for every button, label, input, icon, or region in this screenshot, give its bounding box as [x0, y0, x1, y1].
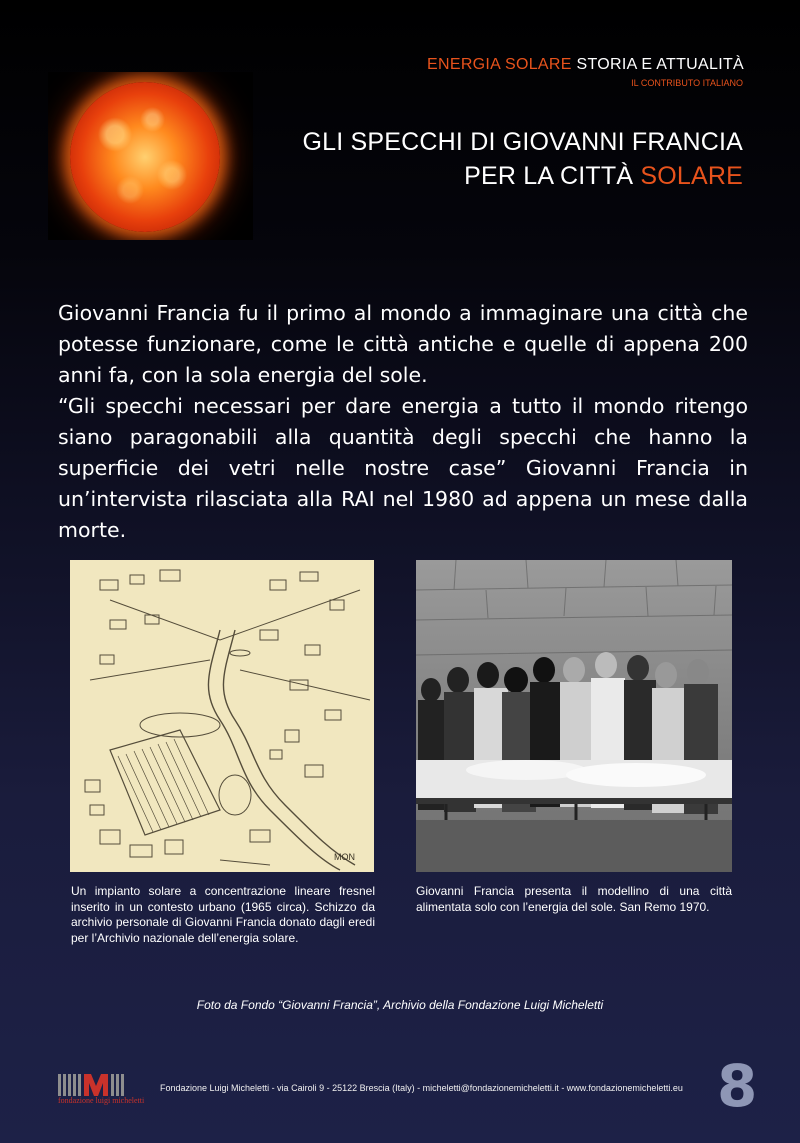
sun-icon — [70, 82, 220, 232]
exhibition-photo — [416, 560, 732, 872]
page-title-line1: GLI SPECCHI DI GIOVANNI FRANCIA — [302, 128, 743, 156]
intro-paragraph-1: Giovanni Francia fu il primo al mondo a immaginare una città che potesse funzionare, come le città antiche e quelle di appena 200 anni fa, con la sola energia del sole. — [58, 301, 748, 387]
intro-paragraph-2: “Gli specchi necessari per dare energia a tutto il mondo ritengo siano paragonabili alla quantità degli specchi che hanno la superficie dei vetri nelle nostre case” Giovanni Francia in un’intervista rilasciata alla RAI nel 1980 ad appena un mese dalla morte. — [58, 394, 748, 542]
foundation-logo — [58, 1072, 128, 1112]
series-title — [427, 56, 744, 74]
title-accent: SOLARE — [640, 162, 743, 190]
series-accent: ENERGIA SOLARE — [427, 56, 572, 73]
caption-photo: Giovanni Francia presenta il modellino di una città alimentata solo con l’energia del sole. San Remo 1970. — [416, 884, 732, 914]
sketch-signature: MON — [334, 852, 355, 862]
series-subtitle: IL CONTRIBUTO ITALIANO — [631, 78, 743, 88]
series-rest: STORIA E ATTUALITÀ — [571, 56, 744, 73]
photo-credit: Foto da Fondo “Giovanni Francia”, Archivio della Fondazione Luigi Micheletti — [196, 998, 604, 1012]
logo-mark-icon — [58, 1072, 128, 1098]
sun-photo — [48, 72, 253, 240]
logo-text: fondazione luigi micheletti — [58, 1096, 145, 1105]
caption-sketch: Un impianto solare a concentrazione lineare fresnel inserito in un contesto urbano (1965 circa). Schizzo da archivio personale di Giovanni Francia donato dagli eredi per l’Archivio nazionale dell’energia solare. — [71, 884, 375, 945]
intro-text — [58, 298, 748, 546]
photo-scene — [416, 560, 732, 872]
urban-sketch-image — [70, 560, 374, 872]
footer-address: Fondazione Luigi Micheletti - via Cairoli 9 - 25122 Brescia (Italy) - micheletti@fondazionemicheletti.it - www.fondazionemicheletti.eu — [160, 1083, 683, 1093]
sketch-drawing — [70, 560, 374, 872]
page-number: 8 — [717, 1052, 758, 1120]
page-title-line2 — [464, 162, 743, 191]
title-plain: PER LA CITTÀ — [464, 162, 641, 190]
